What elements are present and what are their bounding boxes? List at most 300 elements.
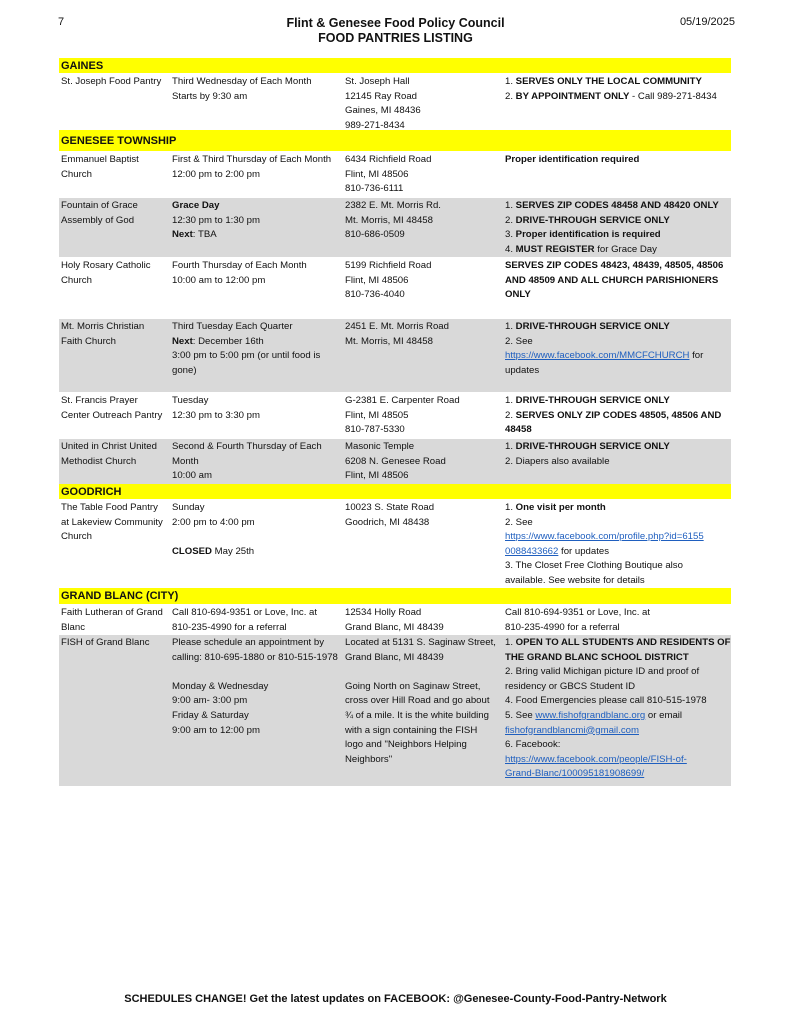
cell-line	[345, 680, 501, 695]
cell-line	[505, 501, 729, 516]
notes-cell	[503, 152, 731, 197]
cell-line	[505, 90, 729, 105]
cell-line	[345, 182, 501, 197]
address-cell	[343, 635, 503, 786]
text: Mt. Morris Christian	[61, 321, 145, 332]
text: Gaines, MI 48436	[345, 105, 421, 117]
text: Going North on Saginaw Street,	[345, 680, 481, 692]
schedule-cell	[170, 152, 343, 197]
schedule-cell	[170, 319, 343, 392]
cell-line	[505, 724, 729, 739]
cell-line	[345, 501, 501, 516]
pantry-name-cell	[59, 500, 170, 588]
cell-line	[172, 530, 341, 545]
cell-line	[61, 199, 168, 214]
text: Faith Lutheran of Grand	[61, 607, 163, 618]
text: May 25th	[211, 545, 255, 557]
text: THE GRAND BLANC SCHOOL DISTRICT	[505, 651, 689, 663]
table-row	[59, 604, 731, 634]
text: for updates	[558, 545, 610, 557]
text: 2. Diapers also available	[505, 455, 610, 467]
schedule-cell	[170, 393, 343, 438]
address-cell	[343, 74, 503, 130]
text: First & Third Thursday of Each Month	[172, 154, 332, 165]
cell-line	[345, 753, 501, 768]
text: St. Francis Prayer	[61, 395, 138, 406]
cell-line	[345, 168, 501, 183]
schedule-cell	[170, 500, 343, 588]
text: SERVES ONLY ZIP CODES 48505, 48506 AND	[515, 409, 722, 421]
section-header: GAINES	[59, 58, 731, 73]
text: Proper identification is required	[515, 229, 661, 241]
cell-line	[61, 516, 168, 531]
pantry-name-cell	[59, 605, 170, 634]
text: 1.	[505, 502, 516, 513]
text: Call 810-694-9351 or Love, Inc. at	[505, 607, 651, 618]
text: 1.	[505, 441, 516, 452]
text: 1.	[505, 395, 516, 406]
cell-line	[345, 516, 501, 531]
text: Assembly of God	[61, 214, 135, 226]
text: Sunday	[172, 502, 205, 513]
link[interactable]: Grand-Blanc/100095181908699/	[505, 768, 645, 780]
text: Grand Blanc, MI 48439	[345, 621, 444, 633]
text: Blanc	[61, 621, 85, 633]
cell-line	[172, 364, 341, 379]
text: Masonic Temple	[345, 441, 415, 452]
pantries-table	[59, 58, 731, 786]
link[interactable]: https://www.facebook.com/people/FISH-of-	[505, 753, 687, 765]
title-line-1: Flint & Genesee Food Policy Council	[286, 16, 505, 30]
text: SERVES ZIP CODES 48458 AND 48420 ONLY	[515, 200, 719, 211]
text: 3. The Closet Free Clothing Boutique also	[505, 560, 683, 572]
cell-line	[172, 199, 341, 214]
cell-line	[505, 636, 729, 651]
text: 2. See	[505, 335, 533, 347]
document-date: 05/19/2025	[679, 16, 735, 28]
text: Church	[61, 168, 92, 180]
text: Month	[172, 455, 199, 467]
text: 810-736-6111	[345, 183, 404, 195]
pantry-name-cell	[59, 393, 170, 438]
pantry-name-cell	[59, 152, 170, 197]
section-header: GRAND BLANC (CITY)	[59, 588, 731, 604]
address-cell	[343, 393, 503, 438]
cell-line	[345, 440, 501, 455]
cell-line	[61, 501, 168, 516]
text: Holy Rosary Catholic	[61, 260, 151, 271]
cell-line	[61, 455, 168, 470]
cell-line	[505, 574, 729, 589]
cell-line	[61, 394, 168, 409]
cell-line	[505, 530, 729, 545]
text: Fountain of Grace	[61, 200, 138, 211]
cell-line	[61, 440, 168, 455]
cell-line	[172, 75, 341, 90]
cell-line	[345, 455, 501, 470]
address-cell	[343, 500, 503, 588]
text: updates	[505, 364, 540, 376]
cell-line	[345, 394, 501, 409]
cell-line	[172, 545, 341, 560]
text: FISH of Grand Blanc	[61, 637, 150, 648]
pantry-name-cell	[59, 258, 170, 318]
text: available. See website for details	[505, 574, 645, 586]
cell-line	[505, 364, 729, 379]
text: 2. See	[505, 516, 533, 528]
text: 1.	[505, 321, 516, 332]
cell-line	[505, 621, 729, 636]
cell-line	[172, 409, 341, 424]
cell-line	[172, 440, 341, 455]
cell-line	[172, 636, 341, 651]
page-number: 7	[58, 16, 65, 28]
text: Tuesday	[172, 395, 209, 406]
cell-line	[505, 349, 729, 364]
cell-line	[172, 516, 341, 531]
cell-line	[172, 709, 341, 724]
text: Goodrich, MI 48438	[345, 516, 430, 528]
text: 810-736-4040	[345, 289, 405, 301]
cell-line	[505, 394, 729, 409]
text: for Grace Day	[594, 243, 657, 255]
text: Flint, MI 48506	[345, 168, 409, 180]
text: 989-271-8434	[345, 119, 405, 131]
text: Grace Day	[172, 200, 220, 211]
cell-line	[61, 621, 168, 636]
cell-line	[61, 259, 168, 274]
text: Fourth Thursday of Each Month	[172, 260, 307, 271]
cell-line	[172, 665, 341, 680]
pantry-name-cell	[59, 439, 170, 484]
notes-cell	[503, 635, 731, 786]
text: 3:00 pm to 5:00 pm (or until food is	[172, 350, 321, 362]
link[interactable]: https://www.facebook.com/MMCFCHURCH	[505, 350, 690, 362]
cell-line	[345, 694, 501, 709]
cell-line	[505, 680, 729, 695]
cell-line	[61, 214, 168, 229]
text: DRIVE-THROUGH SERVICE ONLY	[515, 395, 670, 406]
cell-line	[505, 259, 729, 274]
cell-line	[172, 455, 341, 470]
text: Flint, MI 48505	[345, 409, 409, 421]
text: United in Christ United	[61, 441, 157, 452]
table-row	[59, 257, 731, 318]
cell-line	[172, 501, 341, 516]
text: 810-235-4990 for a referral	[172, 621, 287, 633]
cell-line	[345, 259, 501, 274]
text: 1.	[505, 200, 516, 211]
cell-line	[505, 767, 729, 782]
cell-line	[61, 409, 168, 424]
section-header: GOODRICH	[59, 484, 731, 499]
footer-note: SCHEDULES CHANGE! Get the latest updates on FACEBOOK: @Genesee-County-Food-Pantry-Network	[124, 993, 667, 1005]
notes-cell	[503, 74, 731, 130]
text: DRIVE-THROUGH SERVICE ONLY	[515, 441, 670, 452]
text: 3.	[505, 229, 516, 241]
notes-cell	[503, 319, 731, 392]
cell-line	[505, 199, 729, 214]
text: AND 48509 AND ALL CHURCH PARISHIONERS	[505, 274, 719, 286]
cell-line	[172, 228, 341, 243]
text: ¾ of a mile. It is the white building	[345, 709, 489, 721]
cell-line	[345, 199, 501, 214]
text: 12:00 pm to 2:00 pm	[172, 168, 260, 180]
text: 12:30 pm to 3:30 pm	[172, 409, 260, 421]
cell-line	[505, 214, 729, 229]
table-row	[59, 438, 731, 484]
table-row	[59, 318, 731, 392]
table-row	[59, 197, 731, 257]
text: Emmanuel Baptist	[61, 154, 139, 165]
text: or email	[645, 709, 683, 721]
text: with a sign containing the FISH	[345, 724, 478, 736]
cell-line	[345, 320, 501, 335]
table-row	[59, 499, 731, 588]
text: Church	[61, 531, 92, 543]
text: The Table Food Pantry	[61, 502, 158, 513]
link[interactable]: https://www.facebook.com/profile.php?id=6155	[505, 531, 704, 543]
text: 4.	[505, 243, 516, 255]
cell-line	[172, 680, 341, 695]
text: 12145 Ray Road	[345, 90, 418, 102]
text: 2. Bring valid Michigan picture ID and proof of	[505, 666, 700, 678]
address-cell	[343, 319, 503, 392]
link[interactable]: 0088433662	[505, 545, 559, 557]
cell-line	[61, 168, 168, 183]
cell-line	[345, 636, 501, 651]
cell-line	[172, 259, 341, 274]
cell-line	[345, 90, 501, 105]
cell-line	[505, 423, 729, 438]
text: 48458	[505, 424, 532, 436]
text: Third Tuesday Each Quarter	[172, 321, 293, 332]
notes-cell	[503, 258, 731, 318]
text: 810-235-4990 for a referral	[505, 621, 620, 633]
text: Flint, MI 48506	[345, 470, 409, 482]
text: Starts by 9:30 am	[172, 90, 248, 102]
cell-line	[61, 606, 168, 621]
text: MUST REGISTER	[515, 243, 595, 255]
text: 2:00 pm to 4:00 pm	[172, 516, 255, 528]
cell-line	[505, 274, 729, 289]
cell-line	[61, 75, 168, 90]
table-row	[59, 151, 731, 197]
link[interactable]: fishofgrandblancmi@gmail.com	[505, 724, 639, 736]
cell-line	[505, 753, 729, 768]
table-row	[59, 634, 731, 786]
text: 12534 Holly Road	[345, 607, 422, 618]
cell-line	[61, 530, 168, 545]
cell-line	[505, 694, 729, 709]
cell-line	[172, 320, 341, 335]
text: Church	[61, 274, 92, 286]
text: 9:00 am- 3:00 pm	[172, 695, 248, 707]
text: calling: 810-695-1880 or 810-515-1978	[172, 651, 338, 663]
pantry-name-cell	[59, 319, 170, 392]
text: Please schedule an appointment by	[172, 637, 325, 648]
cell-line	[172, 621, 341, 636]
text: for	[689, 350, 704, 362]
text: ONLY	[505, 289, 531, 301]
text: Monday & Wednesday	[172, 680, 269, 692]
cell-line	[505, 516, 729, 531]
address-cell	[343, 258, 503, 318]
cell-line	[172, 214, 341, 229]
cell-line	[345, 75, 501, 90]
notes-cell	[503, 605, 731, 634]
cell-line	[505, 153, 729, 168]
text: Friday & Saturday	[172, 709, 249, 721]
text: Located at 5131 S. Saginaw Street,	[345, 637, 496, 648]
text: Proper identification required	[505, 154, 640, 165]
cell-line	[345, 119, 501, 134]
cell-line	[505, 320, 729, 335]
text: SERVES ONLY THE LOCAL COMMUNITY	[515, 76, 702, 87]
cell-line	[505, 709, 729, 724]
cell-line	[505, 228, 729, 243]
schedule-cell	[170, 439, 343, 484]
text: at Lakeview Community	[61, 516, 163, 528]
cell-line	[505, 665, 729, 680]
pantry-name-cell	[59, 74, 170, 130]
text: : December 16th	[192, 335, 264, 347]
text: Third Wednesday of Each Month	[172, 76, 312, 87]
link[interactable]: www.fishofgrandblanc.org	[535, 709, 646, 721]
schedule-cell	[170, 258, 343, 318]
cell-line	[345, 709, 501, 724]
text: Neighbors"	[345, 753, 393, 765]
cell-line	[172, 651, 341, 666]
title-line-2: FOOD PANTRIES LISTING	[318, 31, 473, 45]
text: 2382 E. Mt. Morris Rd.	[345, 200, 441, 211]
text: DRIVE-THROUGH SERVICE ONLY	[515, 321, 670, 332]
cell-line	[345, 665, 501, 680]
text: Call 810-694-9351 or Love, Inc. at	[172, 607, 318, 618]
address-cell	[343, 605, 503, 634]
text: logo and "Neighbors Helping	[345, 739, 467, 751]
text: 10023 S. State Road	[345, 502, 435, 513]
cell-line	[172, 469, 341, 484]
text: 10:00 am	[172, 470, 213, 482]
schedule-cell	[170, 74, 343, 130]
schedule-cell	[170, 605, 343, 634]
text: residency or GBCS Student ID	[505, 680, 636, 692]
table-row	[59, 73, 731, 130]
cell-line	[505, 75, 729, 90]
text: 2.	[505, 214, 516, 226]
document-title	[0, 16, 791, 46]
text: 6208 N. Genesee Road	[345, 455, 446, 467]
cell-line	[172, 153, 341, 168]
text: Grand Blanc, MI 48439	[345, 651, 444, 663]
cell-line	[505, 606, 729, 621]
cell-line	[345, 738, 501, 753]
text: : TBA	[192, 229, 217, 241]
cell-line	[345, 621, 501, 636]
cell-line	[172, 335, 341, 350]
cell-line	[345, 423, 501, 438]
cell-line	[172, 724, 341, 739]
text: 5199 Richfield Road	[345, 260, 432, 271]
pantry-name-cell	[59, 198, 170, 257]
cell-line	[345, 228, 501, 243]
cell-line	[505, 243, 729, 258]
text: One visit per month	[515, 502, 606, 513]
cell-line	[172, 274, 341, 289]
notes-cell	[503, 500, 731, 588]
pantry-name-cell	[59, 635, 170, 786]
cell-line	[345, 214, 501, 229]
cell-line	[505, 545, 729, 560]
text: Next	[172, 229, 193, 241]
cell-line	[505, 455, 729, 470]
text: 4. Food Emergencies please call 810-515-1978	[505, 695, 707, 707]
cell-line	[61, 153, 168, 168]
text: Next	[172, 335, 193, 347]
text: DRIVE-THROUGH SERVICE ONLY	[515, 214, 670, 226]
cell-line	[345, 288, 501, 303]
cell-line	[505, 335, 729, 350]
cell-line	[172, 90, 341, 105]
text: OPEN TO ALL STUDENTS AND RESIDENTS OF	[515, 637, 731, 648]
text: Flint, MI 48506	[345, 274, 409, 286]
table-row	[59, 392, 731, 438]
text: CLOSED	[172, 545, 212, 557]
schedule-cell	[170, 635, 343, 786]
text: St. Joseph Hall	[345, 76, 410, 87]
cell-line	[172, 394, 341, 409]
notes-cell	[503, 393, 731, 438]
cell-line	[345, 104, 501, 119]
text: BY APPOINTMENT ONLY	[515, 90, 630, 102]
text: - Call 989-271-8434	[629, 90, 717, 102]
text: 5. See	[505, 709, 536, 721]
text: 9:00 am to 12:00 pm	[172, 724, 260, 736]
cell-line	[61, 335, 168, 350]
cell-line	[172, 168, 341, 183]
cell-line	[505, 440, 729, 455]
text: Center Outreach Pantry	[61, 409, 163, 421]
cell-line	[345, 651, 501, 666]
text: 12:30 pm to 1:30 pm	[172, 214, 260, 226]
text: Methodist Church	[61, 455, 137, 467]
text: 810-686-0509	[345, 229, 405, 241]
text: Faith Church	[61, 335, 116, 347]
notes-cell	[503, 439, 731, 484]
text: G-2381 E. Carpenter Road	[345, 395, 460, 406]
cell-line	[61, 274, 168, 289]
text: 1.	[505, 637, 516, 648]
text: 1.	[505, 76, 516, 87]
text: 2451 E. Mt. Morris Road	[345, 321, 449, 332]
address-cell	[343, 439, 503, 484]
text: 6. Facebook:	[505, 739, 561, 751]
cell-line	[505, 409, 729, 424]
text: cross over Hill Road and go about	[345, 695, 490, 707]
cell-line	[345, 335, 501, 350]
cell-line	[345, 469, 501, 484]
cell-line	[345, 724, 501, 739]
text: 810-787-5330	[345, 424, 405, 436]
text: Second & Fourth Thursday of Each	[172, 441, 322, 452]
cell-line	[505, 559, 729, 574]
cell-line	[505, 288, 729, 303]
text: 2.	[505, 409, 516, 421]
cell-line	[345, 606, 501, 621]
text: St. Joseph Food Pantry	[61, 76, 162, 87]
text: Mt. Morris, MI 48458	[345, 335, 433, 347]
